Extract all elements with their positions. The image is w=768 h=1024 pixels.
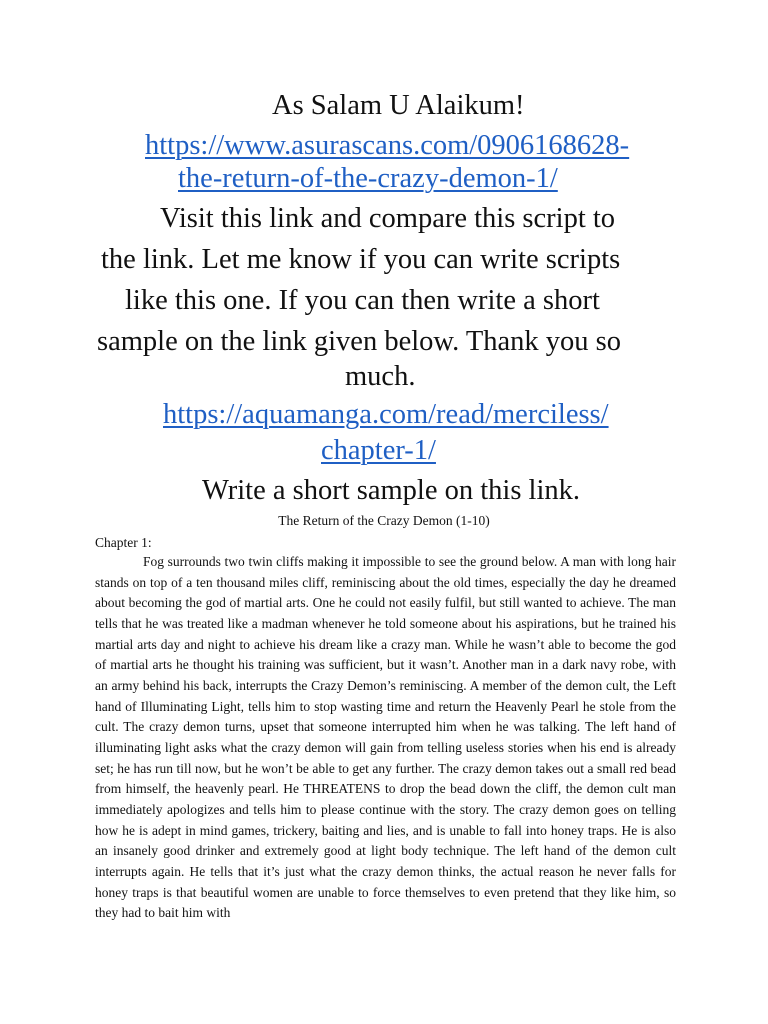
aquamanga-link-part2[interactable]: chapter-1/ bbox=[321, 435, 436, 466]
aquamanga-link-part1[interactable]: https://aquamanga.com/read/merciless/ bbox=[163, 399, 609, 430]
asurascans-link-part2[interactable]: the-return-of-the-crazy-demon-1/ bbox=[178, 163, 558, 194]
greeting: As Salam U Alaikum! bbox=[272, 90, 525, 121]
aquamanga-link-line1[interactable] bbox=[163, 395, 609, 435]
instruction-line-4: sample on the link given below. Thank you so bbox=[97, 326, 622, 357]
instruction-line-3: like this one. If you can then write a short bbox=[125, 285, 600, 316]
chapter-label: Chapter 1: bbox=[95, 535, 152, 550]
aquamanga-link-line2[interactable] bbox=[321, 431, 436, 471]
document-title: The Return of the Crazy Demon (1-10) bbox=[278, 513, 490, 528]
instruction-line-2: the link. Let me know if you can write scripts bbox=[101, 244, 621, 275]
asurascans-link-part1[interactable]: https://www.asurascans.com/0906168628- bbox=[145, 130, 630, 161]
closing-instruction: Write a short sample on this link. bbox=[202, 475, 581, 506]
asurascans-link-line2[interactable] bbox=[178, 159, 558, 199]
instruction-line-5: much. bbox=[345, 361, 416, 392]
chapter-paragraph: Fog surrounds two twin cliffs making it impossible to see the ground below. A man with long hair stands on top of a ten thousand miles cliff, reminiscing about the old times, especially the day he dreamed about becoming the god of martial arts. One he could not easily fulfil, but still wanted to achieve. The man tells that he was treated like a madman whenever he told someone about his aspirations, but he trained his martial arts day and night to achieve his dream like a crazy man. While he wasn’t able to become the god of martial arts he thought his training was sufficient, but it wasn’t. Another man in a dark navy robe, with an army behind his back, interrupts the Crazy Demon’s reminiscing. A member of the demon cult, the Left hand of Illuminating Light, tells him to stop wasting time and return the Heavenly Pearl he stole from the cult. The crazy demon turns, upset that someone interrupted him when he was talking. The left hand of illuminating light asks what the crazy demon will gain from telling useless stories when his end is already set; he has run till now, but he won’t be able to get any further. The crazy demon takes out a small red bead from himself, the heavenly pearl. He THREATENS to drop the bead down the cliff, the demon cult man immediately apologizes and tells him to please continue with the story. The crazy demon goes on telling how he is adept in mind games, trickery, baiting and lies, and is unable to fall into honey traps. He is also an insanely good drinker and extremely good at light body technique. The left hand of the demon cult interrupts again. He tells that it’s just what the crazy demon thinks, the actual reason he never falls for honey traps is that beautiful women are unable to force themselves to even pretend that they like him, so they had to bait him with bbox=[95, 554, 676, 921]
instruction-line-1: Visit this link and compare this script to bbox=[160, 203, 616, 234]
